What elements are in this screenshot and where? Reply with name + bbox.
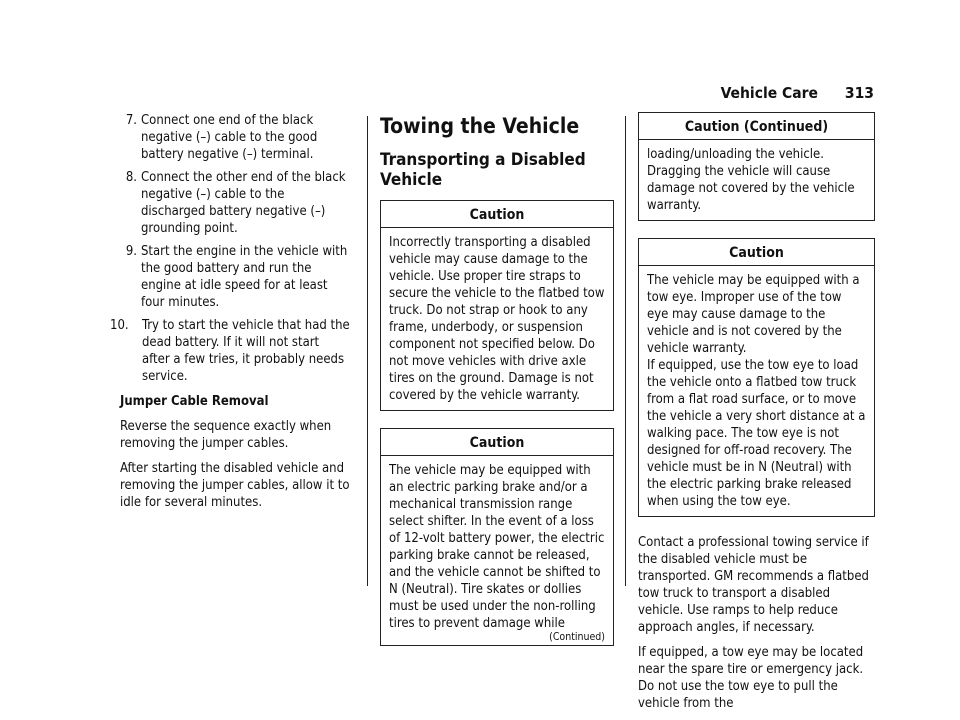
subsection-heading: Transporting a Disabled Vehicle [380, 150, 586, 190]
paragraph: Contact a professional towing service if the disabled vehicle must be transported. GM recommends a flatbed tow truck to transport a disabled vehicle. Use ramps to help reduce approach angles, if necessary. [638, 535, 869, 635]
caution-box-continued [638, 112, 875, 221]
section-title: Vehicle Care [720, 84, 819, 102]
paragraph: Reverse the sequence exactly when removing the jumper cables. [120, 419, 332, 451]
step-item: 7. Connect one end of the black negative (–) cable to the good battery negative (–) terminal. [125, 113, 318, 162]
column-divider [625, 116, 626, 586]
page-number: 313 [844, 84, 874, 102]
caution-text: The vehicle may be equipped with an electric parking brake and/or a mechanical transmission range select shifter. In the event of a loss of 12-volt battery power, the electric parking brake cannot be released, and the vehicle cannot be shifted to N (Neutral). Tire skates or dollies must be used under the non-rolling tires to prevent damage while [389, 463, 605, 631]
caution-box [638, 238, 875, 517]
jumper-cable-removal-heading: Jumper Cable Removal [120, 394, 269, 409]
caution-text: Incorrectly transporting a disabled vehicle may cause damage to the vehicle. Use proper tire straps to secure the vehicle to the flatbed tow truck. Do not strap or hook to any frame, underbody, or suspension component not specified below. Do not move vehicles with drive axle tires on the ground. Damage is not covered by the vehicle warranty. [389, 235, 605, 403]
step-item: 9. Start the engine in the vehicle with the good battery and run the engine at idle speed for at least four minutes. [125, 244, 348, 310]
caution-text: loading/unloading the vehicle. Dragging the vehicle will cause damage not covered by the vehicle warranty. [647, 147, 855, 213]
column-divider [367, 116, 368, 586]
caution-title: Caution [381, 201, 613, 228]
step-item: 8. Connect the other end of the black negative (–) cable to the discharged battery negative (–) grounding point. [125, 170, 346, 236]
caution-text: If equipped, use the tow eye to load the vehicle onto a flatbed tow truck from a flat road surface, or to move the vehicle a very short distance at a walking pace. The tow eye is not designed for off-road recovery. The vehicle must be in N (Neutral) with the electric parking brake released when using the tow eye. [647, 358, 866, 509]
paragraph: After starting the disabled vehicle and removing the jumper cables, allow it to idle for several minutes. [120, 461, 350, 510]
caution-text: The vehicle may be equipped with a tow eye. Improper use of the tow eye may cause damage to the vehicle and is not covered by the vehicle warranty. [647, 273, 860, 356]
caution-title: Caution [381, 429, 613, 456]
jumper-steps-list [110, 112, 350, 385]
column-2 [380, 112, 614, 663]
step-item: 10. Try to start the vehicle that had the dead battery. If it will not start after a few tries, it probably needs service. [110, 318, 350, 384]
column-1 [110, 112, 350, 519]
section-heading: Towing the Vehicle [380, 114, 580, 138]
caution-title: Caution [639, 239, 874, 266]
column-3 [638, 112, 875, 720]
continued-label: (Continued) [549, 631, 605, 643]
paragraph: If equipped, a tow eye may be located near the spare tire or emergency jack. Do not use the tow eye to pull the vehicle from the [638, 645, 864, 711]
page-header [721, 84, 874, 102]
caution-box [380, 428, 614, 646]
caution-title: Caution (Continued) [639, 113, 874, 140]
caution-box [380, 200, 614, 411]
